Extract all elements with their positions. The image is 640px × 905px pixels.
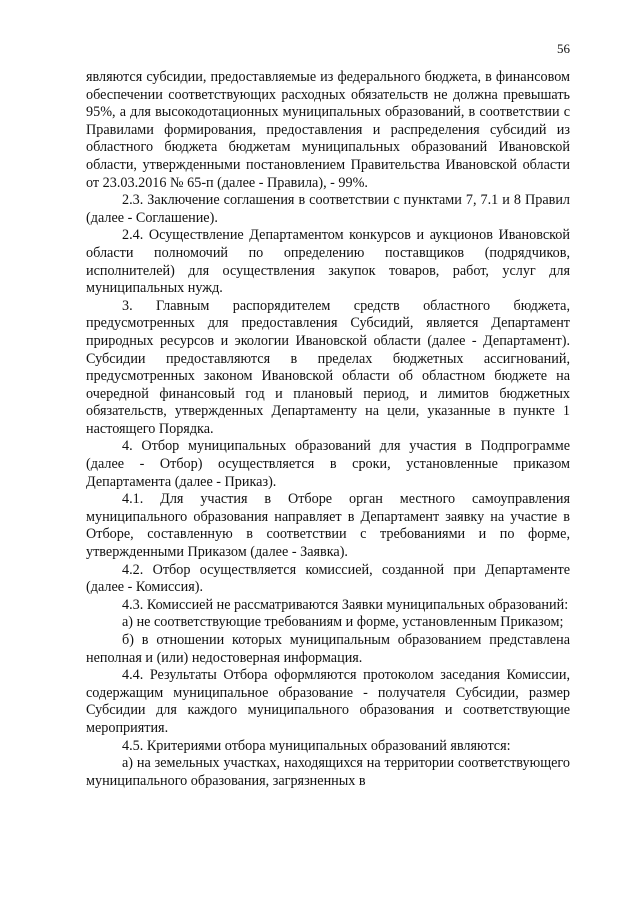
paragraph-4-3-a: а) не соответствующие требованиям и форме, установленным Приказом; [122, 614, 564, 631]
paragraph-4-5-a: а) на земельных участках, находящихся на территории соответствующего муниципального образования, загрязненных в [86, 755, 570, 789]
paragraph-4-2: 4.2. Отбор осуществляется комиссией, созданной при Департаменте (далее - Комиссия). [86, 561, 570, 596]
paragraph-4-1: 4.1. Для участия в Отборе орган местного самоуправления муниципального образования направляет в Департамент заявку на участие в Отборе, составленную в соответствии с требованиями и по форме, утвержденными Приказом (далее - Заявка). [86, 491, 570, 561]
paragraph-4-5: 4.5. Критериями отбора муниципальных образований являются: [122, 737, 511, 754]
paragraph-4: 4. Отбор муниципальных образований для участия в Подпрограмме (далее - Отбор) осуществляется в сроки, установленные приказом Департамента (далее - Приказ). [86, 438, 570, 490]
paragraph-2-3: 2.3. Заключение соглашения в соответствии с пунктами 7, 7.1 и 8 Правил (далее - Соглашение). [86, 192, 570, 226]
page-number: 56 [557, 41, 570, 56]
paragraph-4-3: 4.3. Комиссией не рассматриваются Заявки муниципальных образований: [122, 596, 569, 613]
paragraph-continuation: являются субсидии, предоставляемые из федерального бюджета, в финансовом обеспечении соответствующих расходных обязательств не должна превышать 95%, а для высокодотационных муниципальных образований, в соответствии с Правилами формирования, предоставления и распределения субсидий из областного бюджета бюджетам муниципальных образований Ивановской области, утвержденными постановлением Правительства Ивановской области от 23.03.2016 № 65-п (далее - Правила), - 99%. [86, 69, 570, 191]
paragraph-2-4: 2.4. Осуществление Департаментом конкурсов и аукционов Ивановской области полномочий по определению поставщиков (подрядчиков, исполнителей) для осуществления закупок товаров, работ, услуг для муниципальных нужд. [86, 227, 570, 297]
paragraph-3: 3. Главным распорядителем средств областного бюджета, предусмотренных для предоставления Субсидий, является Департамент природных ресурсов и экологии Ивановской области (далее - Департамент). Субсидии предоставляются в пределах бюджетных ассигнований, предусмотренных законом Ивановской области об областном бюджете на очередной финансовый год и плановый период, и лимитов бюджетных обязательств, утвержденных Департаменту на цели, указанные в пункте 1 настоящего Порядка. [86, 297, 570, 437]
document-body [86, 69, 570, 790]
paragraph-4-4: 4.4. Результаты Отбора оформляются протоколом заседания Комиссии, содержащим муниципальное образование - получателя Субсидии, размер Субсидии для каждого муниципального образования и соответствующие мероприятия. [86, 667, 570, 736]
paragraph-4-3-b: б) в отношении которых муниципальным образованием представлена неполная и (или) недостоверная информация. [86, 632, 570, 666]
